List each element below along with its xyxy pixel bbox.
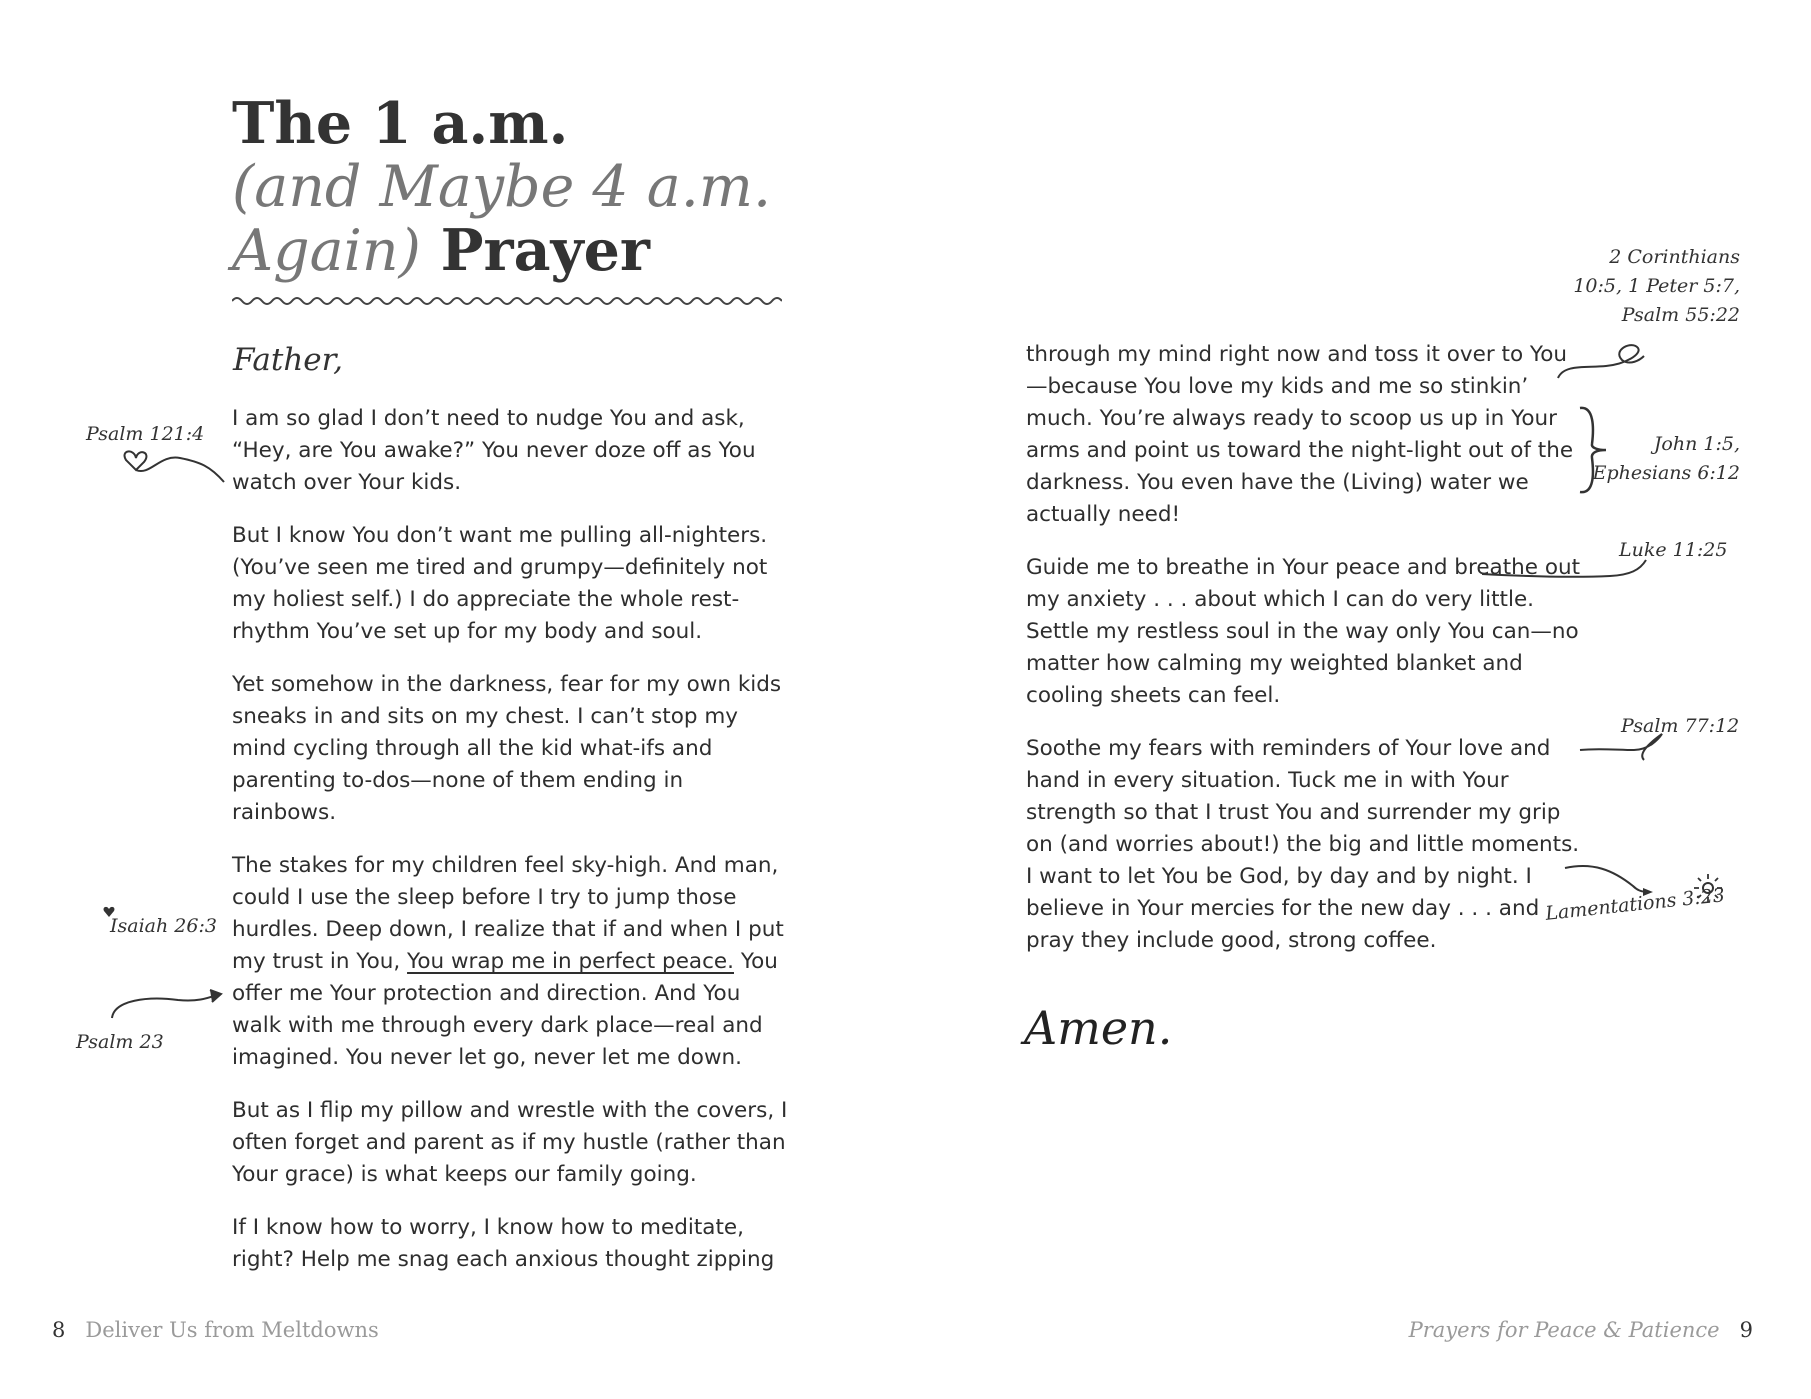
closing-signature: Amen. <box>1024 1001 1173 1055</box>
paragraph: If I know how to worry, I know how to meditate, right? Help me snag each anxious thought zipping <box>232 1215 775 1272</box>
running-title: Deliver Us from Meltdowns <box>85 1318 379 1342</box>
page-number: 8 <box>52 1318 66 1342</box>
running-title: Prayers for Peace & Patience <box>1408 1318 1720 1342</box>
title-line-3-bold: Prayer <box>440 217 650 284</box>
paragraph: Guide me to breathe in Your peace and breathe out my anxiety . . . about which I can do very little. Settle my restless soul in the way only You can—no matter how calming my weighted blanket and cooling sheets can feel. <box>1026 555 1581 708</box>
swirl-icon <box>1556 338 1646 384</box>
underlined-phrase: You wrap me in perfect peace. <box>407 949 734 974</box>
wavy-divider <box>232 294 782 308</box>
note-line: Psalm 55:22 <box>1621 304 1740 326</box>
title-line-2: (and Maybe 4 a.m. <box>232 154 772 220</box>
footer-right <box>1409 1318 1753 1342</box>
note-corinthians <box>1560 243 1740 330</box>
note-line: 2 Corinthians <box>1609 246 1740 268</box>
swirl-icon <box>1578 730 1668 766</box>
arrow-icon <box>108 986 228 1026</box>
title-line-1: The 1 a.m. <box>232 90 569 157</box>
note-psalm-23: Psalm 23 <box>76 1031 164 1053</box>
note-lamentations: Lamentations 3:23 <box>1544 884 1726 925</box>
note-psalm-121: Psalm 121:4 <box>86 423 205 445</box>
left-column <box>232 403 792 1297</box>
title-line-3-italic: Again) <box>232 218 421 284</box>
note-psalm-77: Psalm 77:12 <box>1621 715 1740 737</box>
note-isaiah: Isaiah 26:3 <box>110 915 217 937</box>
note-line: John 1:5, <box>1653 433 1740 455</box>
note-line: 10:5, 1 Peter 5:7, <box>1573 275 1740 297</box>
paragraph: But I know You don’t want me pulling all-nighters. (You’ve seen me tired and grumpy—definitely not my holiest self.) I do appreciate the whole rest-rhythm You’ve set up for my body and soul. <box>232 523 768 644</box>
note-line: Ephesians 6:12 <box>1592 462 1740 484</box>
paragraph: Soothe my fears with reminders of Your love and hand in every situation. Tuck me in with Your strength so that I trust You and surrender my grip on (and worries about!) the big and little moments. I want to let You be God, by day and by night. I believe in Your mercies for the new day . . . and pray they include good, strong coffee. <box>1026 736 1580 953</box>
page-title <box>232 92 852 283</box>
note-john <box>1580 430 1740 488</box>
text-run: The stakes for my children feel sky-high. And man, could I use the sleep before I try to jump those hurdles. Deep down, I realize that if and when I put my trust in You, <box>232 853 784 974</box>
note-luke: Luke 11:25 <box>1619 539 1728 561</box>
paragraph <box>232 850 792 1074</box>
paragraph: I am so glad I don’t need to nudge You and ask, “Hey, are You awake?” You never doze off as You watch over Your kids. <box>232 406 756 495</box>
paragraph: through my mind right now and toss it over to You—because You love my kids and me so stinkin’ much. You’re always ready to scoop us up in Your arms and point us toward the night-light out of the darkness. You even have the (Living) water we actually need! <box>1026 342 1574 527</box>
heart-swirl-icon <box>120 446 230 486</box>
heart-icon <box>102 905 116 919</box>
underline-arrow-icon <box>1480 554 1650 590</box>
page-number: 9 <box>1739 1318 1753 1342</box>
footer-left <box>52 1318 379 1342</box>
paragraph: Yet somehow in the darkness, fear for my own kids sneaks in and sits on my chest. I can’t stop my mind cycling through all the kid what-ifs and parenting to-dos—none of them ending in rainbows. <box>232 672 782 825</box>
salutation: Father, <box>233 342 343 378</box>
paragraph: But as I flip my pillow and wrestle with the covers, I often forget and parent as if my hustle (rather than Your grace) is what keeps our family going. <box>232 1098 788 1187</box>
text-run: You offer me Your protection and direction. And You walk with me through every dark place—real and imagined. You never let go, never let me down. <box>232 949 778 1070</box>
right-column <box>1026 339 1586 978</box>
